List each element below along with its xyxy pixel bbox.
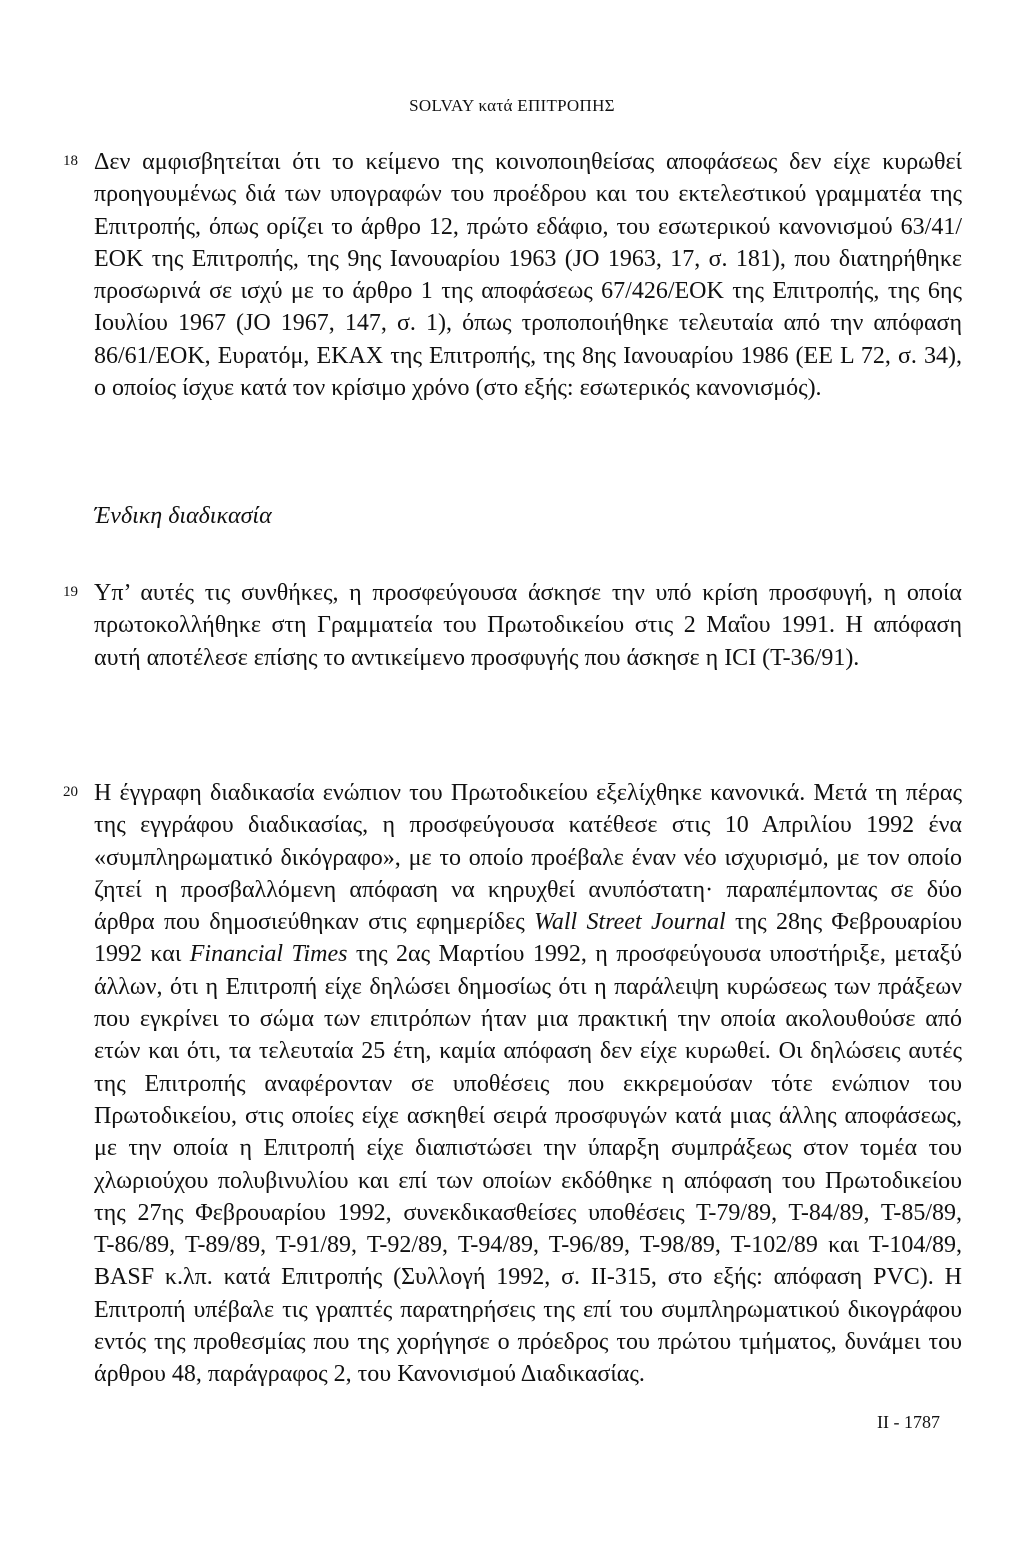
paragraph-19 <box>63 577 963 674</box>
text-segment: της 2ας Μαρτίου 1992, η προσφεύγουσα υποστήριξε, μεταξύ άλλων, ότι η Επιτροπή είχε δηλώσει δημοσίως ότι η παράλειψη κυρώσεως των πράξεων που εγκρίνει το σώμα των επιτρόπων ήταν μια πρακτική την οποία ακολουθούσε από ετών και ότι, τα τελευταία 25 έτη, καμία απόφαση δεν είχε κυρωθεί. Οι δηλώσεις αυτές της Επιτροπής αναφέρονταν σε υποθέσεις που εκκρεμούσαν τότε ενώπιον του Πρωτοδικείου, στις οποίες είχε ασκηθεί σειρά προσφυγών κατά μιας άλλης αποφάσεως, με την οποία η Επιτροπή είχε διαπιστώσει την ύπαρξη συμπράξεως στον τομέα του χλωριούχου πολυβινυλίου και επί των οποίων εκδόθηκε η απόφαση του Πρωτοδικείου της 27ης Φεβρουαρίου 1992, συνεκδικασθείσες υποθέσεις Τ-79/89, Τ-84/89, Τ-85/89, Τ-86/89, Τ-89/89, Τ-91/89, Τ-92/89, Τ-94/89, Τ-96/89, Τ-98/89, Τ-102/89 και Τ-104/89, BASF κ.λπ. κατά Επιτροπής (Συλλογή 1992, σ. II-315, στο εξής: απόφαση PVC). Η Επιτροπή υπέβαλε τις γραπτές παρατηρήσεις της επί του συμπληρωματικού δικογράφου εντός της προθεσμίας που της χορήγησε ο πρόεδρος του πρώτου τμήματος, δυνάμει του άρθρου 48, παράγραφος 2, του Κανονισμού Διαδικασίας. <box>94 941 962 1388</box>
paragraph-text: Δεν αμφισβητείται ότι το κείμενο της κοινοποιηθείσας αποφάσεως δεν είχε κυρωθεί προηγουμένως διά των υπογραφών του προέδρου και του εκτελεστικού γραμματέα της Επιτροπής, όπως ορίζει το άρθρο 12, πρώτο εδάφιο, του εσωτερικού κανονισμού 63/41/ΕΟΚ της Επιτροπής, της 9ης Ιανουαρίου 1963 (JO 1963, 17, σ. 181), που διατηρήθηκε προσωρινά σε ισχύ με το άρθρο 1 της αποφάσεως 67/426/ΕΟΚ της Επιτροπής, της 6ης Ιουλίου 1967 (JO 1967, 147, σ. 1), όπως τροποποιήθηκε τελευταία από την απόφαση 86/61/ΕΟΚ, Ευρατόμ, ΕΚΑΧ της Επιτροπής, της 8ης Ιανουαρίου 1986 (ΕΕ L 72, σ. 34), ο οποίος ίσχυε κατά τον κρίσιμο χρόνο (στο εξής: εσωτερικός κανονισμός). <box>94 149 962 402</box>
section-heading: Ένδικη διαδικασία <box>94 503 272 529</box>
paragraph-number: 19 <box>63 584 78 600</box>
paragraph-number: 20 <box>63 784 78 800</box>
paragraph-text <box>94 777 962 1391</box>
paragraph-20 <box>63 777 963 1391</box>
paragraph-number: 18 <box>63 153 78 169</box>
newspaper-title-wall-street-journal: Wall Street Journal <box>534 909 726 936</box>
paragraph-18 <box>63 146 963 404</box>
text-segment: της 28ης Φεβρουαρίου 1992 και <box>94 909 963 968</box>
newspaper-title-financial-times: Financial Times <box>189 941 348 968</box>
text-segment: Η έγγραφη διαδικασία ενώπιον του Πρωτοδικείου εξελίχθηκε κανονικά. Μετά τη πέρας της εγγράφου διαδικασίας, η προσφεύγουσα κατέθεσε στις 10 Απριλίου 1992 ένα «συμπληρωματικό δικόγραφο», με το οποίο προέβαλε έναν νέο ισχυρισμό, με τον οποίο ζητεί η προσβαλλόμενη απόφαση να κηρυχθεί ανυπόστατη· παραπέμποντας σε δύο άρθρα που δημοσιεύθηκαν στις εφημερίδες <box>94 780 962 936</box>
paragraph-text: Υπ’ αυτές τις συνθήκες, η προσφεύγουσα άσκησε την υπό κρίση προσφυγή, η οποία πρωτοκολλήθηκε στη Γραμματεία του Πρωτοδικείου στις 2 Μαΐου 1991. Η απόφαση αυτή αποτέλεσε επίσης το αντικείμενο προσφυγής που άσκησε η ICI (Τ-36/91). <box>94 580 962 671</box>
page-number: II - 1787 <box>877 1412 940 1432</box>
running-header: SOLVAY κατά ΕΠΙΤΡΟΠΗΣ <box>409 96 615 115</box>
